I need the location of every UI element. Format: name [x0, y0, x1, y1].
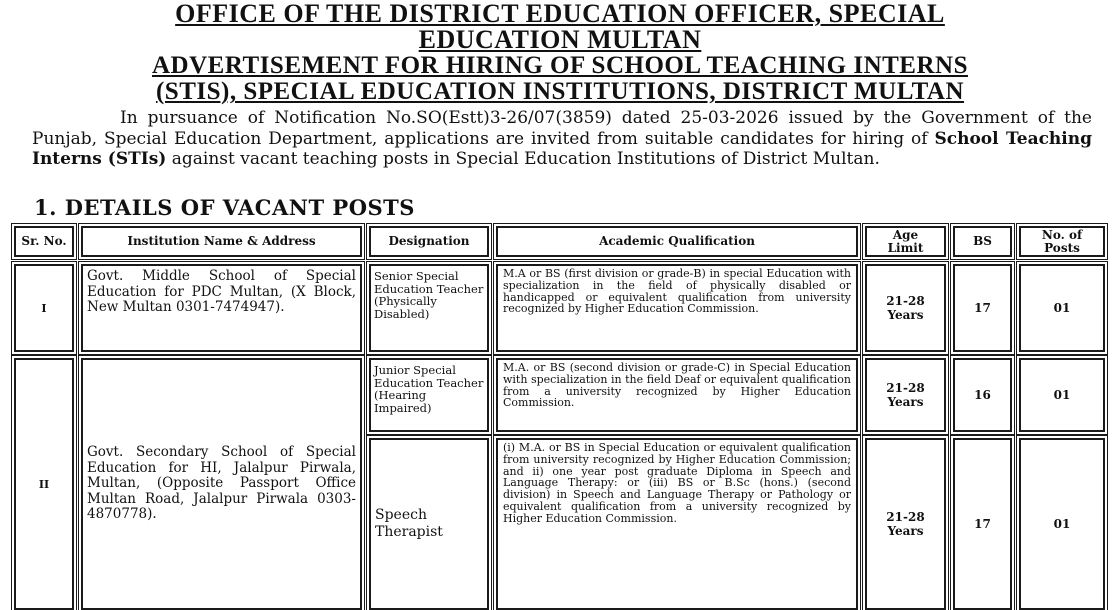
intro-bold-post-name: School Teaching Interns (STIs): [32, 128, 1092, 169]
row-2-sr-no: [14, 358, 74, 610]
advertisement-title-line-2: (STIS), SPECIAL EDUCATION INSTITUTIONS, DISTRICT MULTAN: [155, 78, 965, 105]
row-1-bs: [953, 264, 1012, 352]
header-qualification: [496, 226, 858, 257]
row-1-sr-no-value: I: [41, 301, 47, 315]
row-2a-bs: [953, 358, 1012, 432]
header-institution: [81, 226, 362, 257]
header-designation: [369, 226, 489, 257]
row-2a-designation: Junior Special Education Teacher (Hearing Impaired): [369, 358, 489, 432]
intro-text-start: In pursuance of Notification No.SO(Estt)3-26/07(3859) dated 25-03-2026 issued by the Government of the Punjab, Special Education Department, applications are invited from suitable candidates for hiring of: [32, 108, 1092, 149]
header-qualification-label: Academic Qualification: [599, 234, 755, 248]
header-age-limit: [865, 226, 946, 257]
row-2b-designation: Speech Therapist: [369, 438, 489, 610]
row-2b-posts: [1019, 438, 1105, 610]
row-1-sr-no: [14, 264, 74, 352]
row-2a-bs-value: 16: [974, 388, 991, 402]
row-2a-posts-value: 01: [1053, 388, 1071, 402]
row-1-posts-value: 01: [1053, 301, 1071, 315]
header-designation-label: Designation: [388, 234, 470, 248]
office-title-line-1: OFFICE OF THE DISTRICT EDUCATION OFFICER, SPECIAL: [175, 0, 945, 28]
advertisement-title-line-1: ADVERTISEMENT FOR HIRING OF SCHOOL TEACHING INTERNS: [152, 52, 968, 79]
row-2b-bs: [953, 438, 1012, 610]
row-1-age-limit: [865, 264, 946, 352]
header-no-of-posts-label: No. of Posts: [1041, 227, 1083, 255]
row-1-bs-value: 17: [974, 301, 991, 315]
row-1-age-limit-value: 21-28 Years: [886, 294, 925, 322]
row-2-institution-text: Govt. Secondary School of Special Education for HI, Jalalpur Pirwala, Multan, (Opposite Passport Office Multan Road, Jalalpur Pirwala 0303-4870778).: [87, 444, 356, 523]
row-2-sr-no-value: II: [38, 477, 50, 491]
row-1-qualification: M.A or BS (first division or grade-B) in special Education with specialization in the field of physically disabled or handicapped or equivalent qualification from university recognized by Higher Education Commission.: [496, 264, 858, 352]
row-2b-posts-value: 01: [1053, 517, 1071, 531]
header-sr-no-label: Sr. No.: [21, 234, 67, 248]
header-bs-label: BS: [973, 234, 992, 248]
row-1-designation: Senior Special Education Teacher (Physically Disabled): [369, 264, 489, 352]
header-bs: [953, 226, 1012, 257]
row-1-institution: Govt. Middle School of Special Education for PDC Multan, (X Block, New Multan 0301-7474947).: [81, 264, 362, 352]
row-1-posts: [1019, 264, 1105, 352]
row-2a-posts: [1019, 358, 1105, 432]
header-institution-label: Institution Name & Address: [127, 234, 316, 248]
row-2a-qualification: M.A. or BS (second division or grade-C) in Special Education with specialization in the field Deaf or equivalent qualification from a university recognized by Higher Education Commission.: [496, 358, 858, 432]
header-sr-no: [14, 226, 74, 257]
intro-paragraph: [32, 108, 1092, 170]
row-2b-age-limit: [865, 438, 946, 610]
header-age-limit-label: Age Limit: [887, 227, 924, 255]
office-title-line-2: EDUCATION MULTAN: [418, 25, 702, 54]
row-2b-age-limit-value: 21-28 Years: [886, 510, 925, 538]
row-2a-age-limit: [865, 358, 946, 432]
row-2b-qualification: (i) M.A. or BS in Special Education or equivalent qualification from university recognized by Higher Education Commission; and ii) one year post graduate Diploma in Speech and Language Therapy: or (iii) BS or B.Sc (hons.) (second division) in Speech and Language Therapy or Pathology or equivalent qualification from a university recognized by Higher Education Commission.: [496, 438, 858, 610]
header-no-of-posts: [1019, 226, 1105, 257]
intro-text-end: against vacant teaching posts in Special Education Institutions of District Multan.: [166, 149, 880, 169]
row-2a-age-limit-value: 21-28 Years: [886, 381, 925, 409]
row-2b-bs-value: 17: [974, 517, 991, 531]
row-2-institution: [81, 358, 362, 610]
section-title: 1. DETAILS OF VACANT POSTS: [34, 195, 415, 220]
